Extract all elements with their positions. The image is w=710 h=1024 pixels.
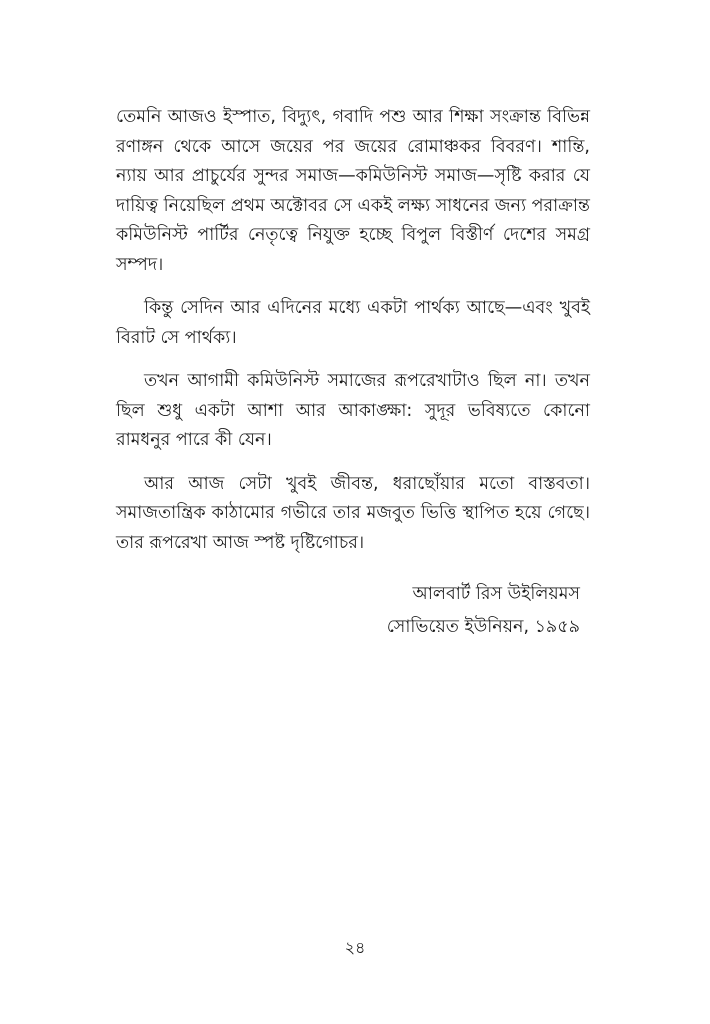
paragraph-4: আর আজ সেটা খুবই জীবন্ত, ধরাছোঁয়ার মতো বাস্তবতা। সমাজতান্ত্রিক কাঠামোর গভীরে তার মজবুত ভিত্তি স্থাপিত হয়ে গেছে। তার রূপরেখা আজ স্পষ্ট দৃষ্টিগোচর। [116, 473, 590, 553]
paragraph-3: তখন আগামী কমিউনিস্ট সমাজের রূপরেখাটাও ছিল না। তখন ছিল শুধু একটা আশা আর আকাঙ্ক্ষা: সুদূর ভবিষ্যতে কোনো রামধনুর পারে কী যেন। [116, 371, 590, 450]
signature-author: আলবার্ট রিস উইলিয়মস [412, 584, 580, 604]
page-number: ২৪ [344, 938, 366, 957]
signature-place-year: সোভিয়েত ইউনিয়ন, ১৯৫৯ [386, 617, 580, 637]
body-text [116, 103, 590, 558]
paragraph-1: তেমনি আজও ইস্পাত, বিদ্যুৎ, গবাদি পশু আর শিক্ষা সংক্রান্ত বিভিন্ন রণাঙ্গন থেকে আসে জয়ের পর জয়ের রোমাঞ্চকর বিবরণ। শান্তি, ন্যায় আর প্রাচুর্যের সুন্দর সমাজ—কমিউনিস্ট সমাজ—সৃষ্টি করার যে দায়িত্ব নিয়েছিল প্রথম অক্টোবর সে একই লক্ষ্য সাধনের জন্য পরাক্রান্ত কমিউনিস্ট পার্টির নেতৃত্বে নিযুক্ত হচ্ছে বিপুল বিস্তীর্ণ দেশের সমগ্র সম্পদ। [116, 107, 590, 275]
paragraph-2: কিন্তু সেদিন আর এদিনের মধ্যে একটা পার্থক্য আছে—এবং খুবই বিরাট সে পার্থক্য। [116, 298, 590, 348]
signature-block [387, 578, 580, 644]
